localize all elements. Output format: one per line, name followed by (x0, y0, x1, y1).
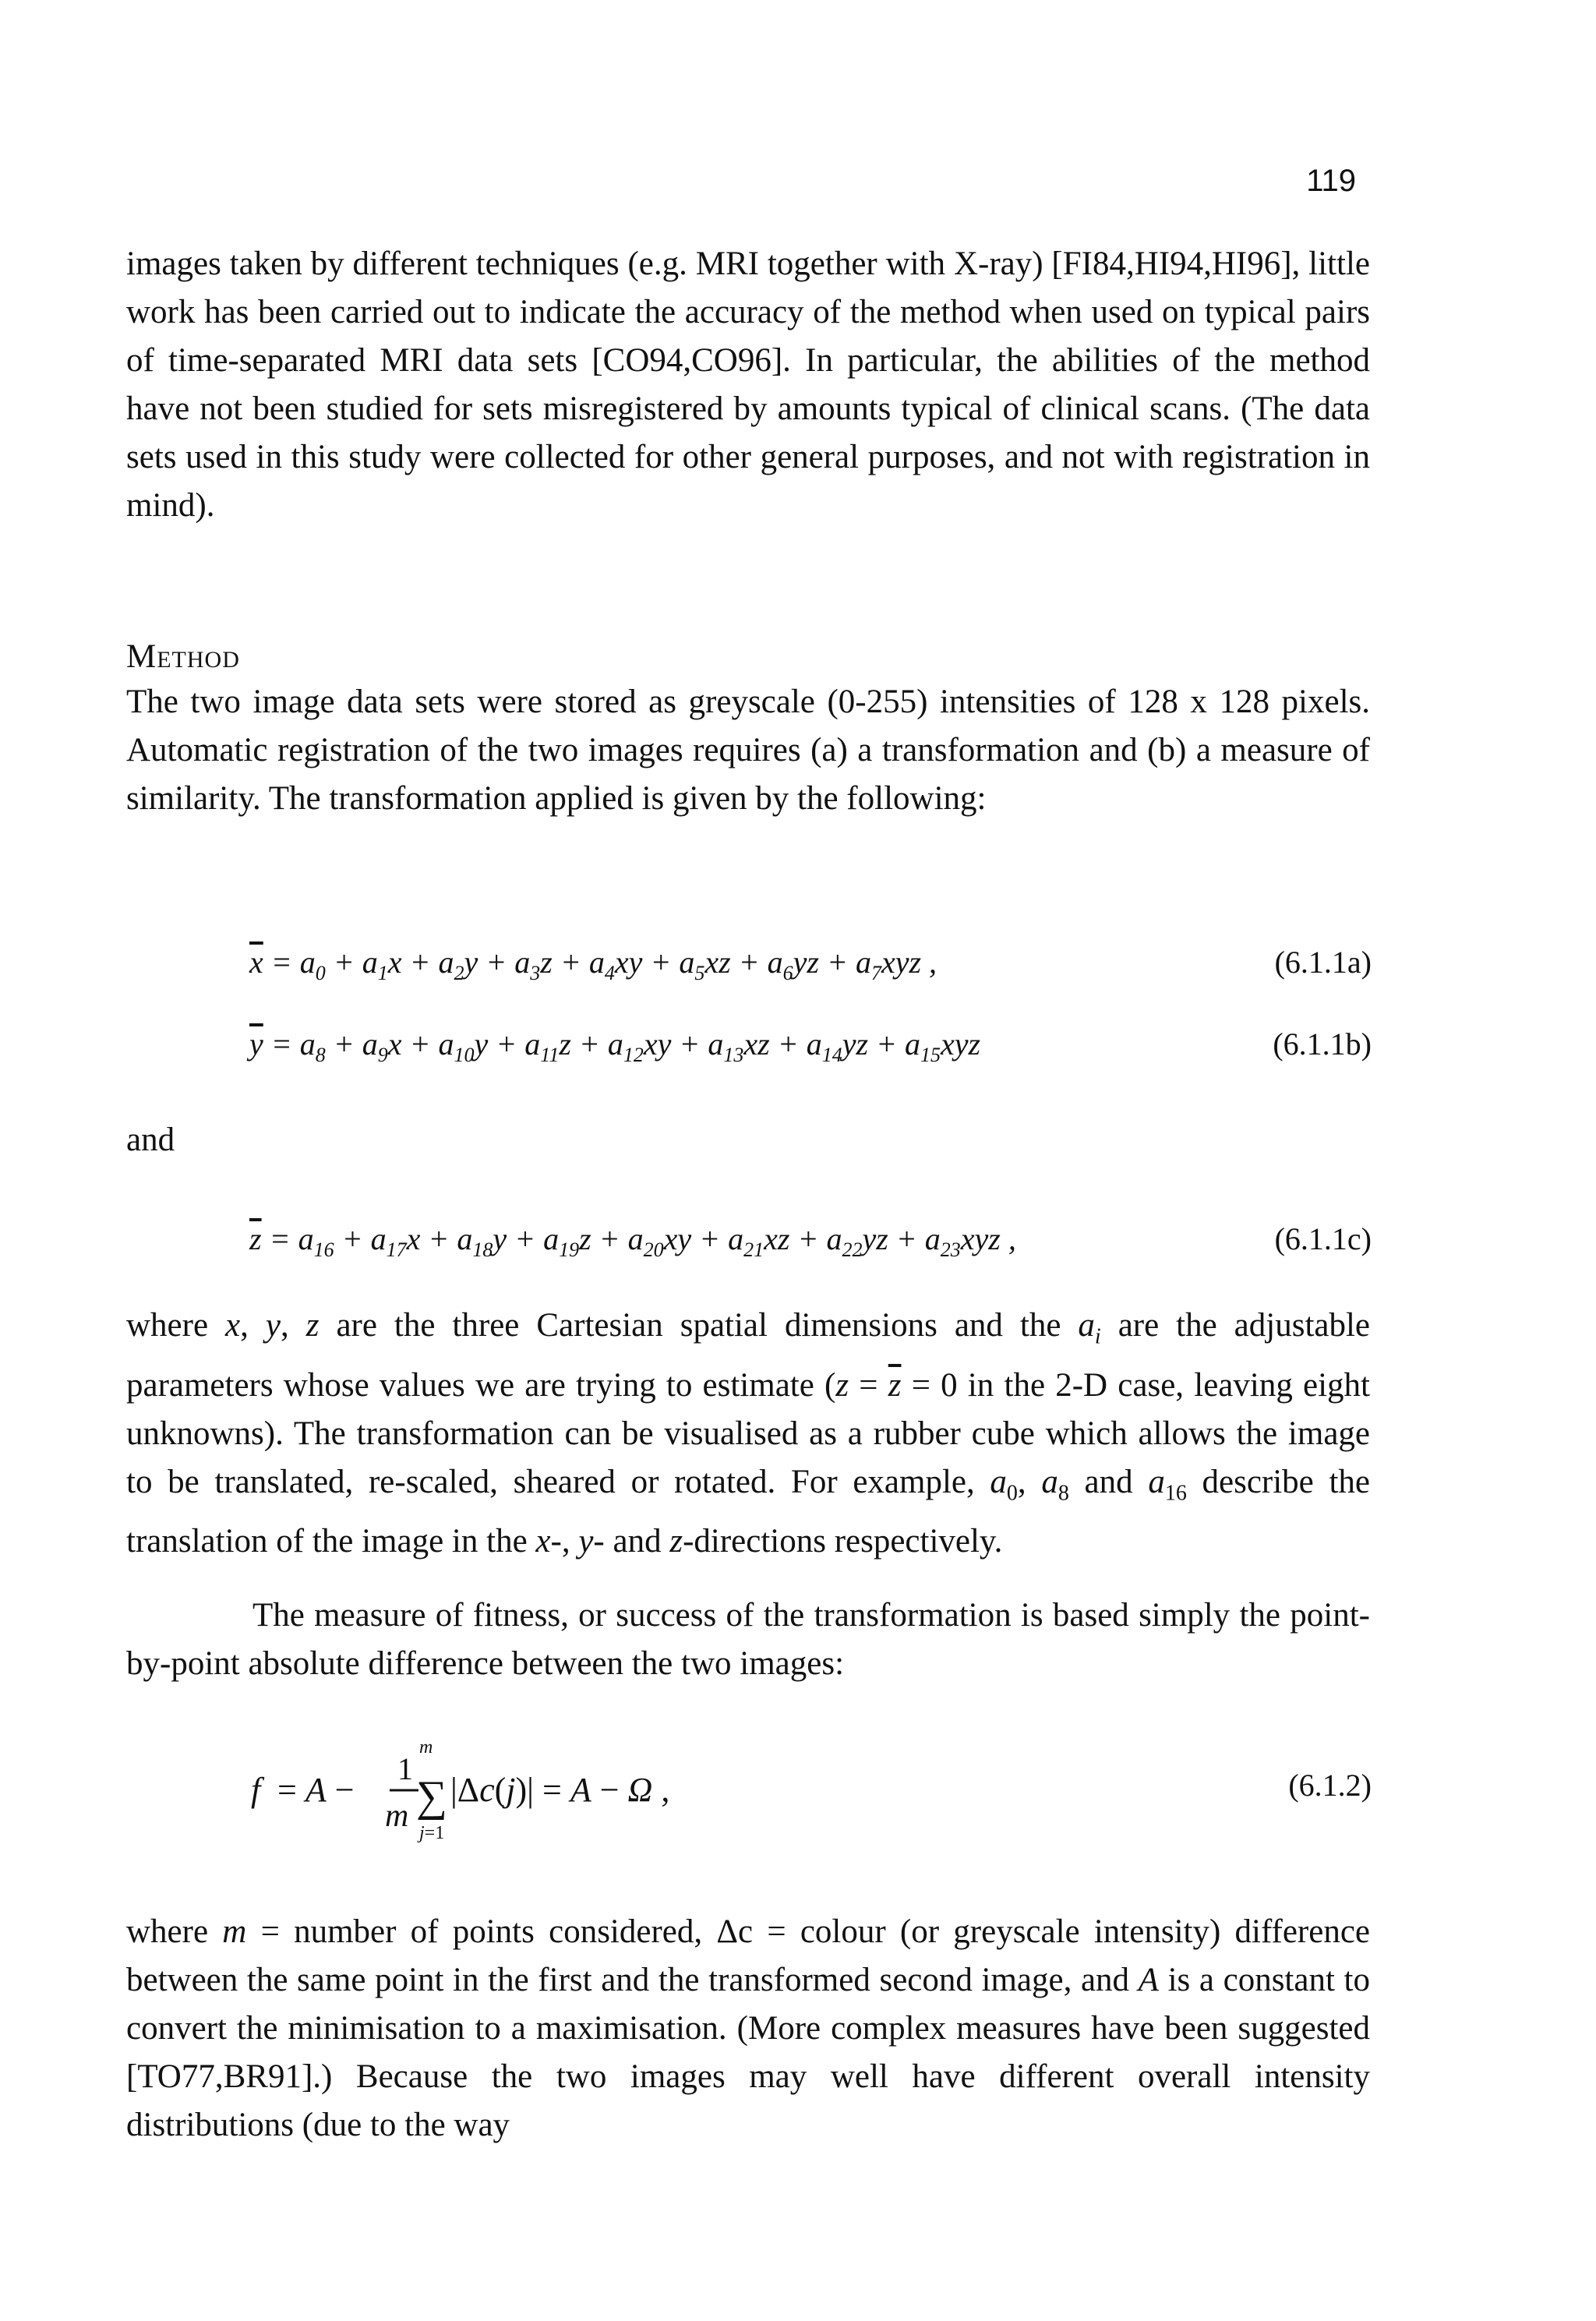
equation-6-1-1c (125, 1212, 1372, 1266)
paragraph-definitions: where m = number of points considered, Δc = colour (or greyscale intensity) difference between the same point in the first and the transformed second image, and A is a constant to convert the minimisation to a maximisation. (More complex measures have been suggested [TO77,BR91].) Because the two images may well have different overall intensity distributions (due to the way (126, 1913, 1370, 2143)
equation-6-1-1a (125, 935, 1372, 990)
paragraph-parameters: where x, y, z are the three Cartesian spatial dimensions and the $a_i$ are the adjustable parameters whose values we are trying to estimate ($z = \overline{z} = 0$ in the 2-D case, leaving eight unknowns). The transformation can be visualised as a rubber cube which allows the image to be translated, re-scaled, sheared or rotated. For example, $a_0$, $a_8$ and $a_{16}$ describe the translation of the image in the x-, y- and z-directions respectively. (126, 1307, 1371, 1560)
equation-6-1-1c-expression: $\overline{z} = a_{16} + a_{17}x + a_{18}y + a_{19}z + a_{20}xy + a_{21}xz + a_{22}yz + a_{23}xyz$ , (249, 1221, 1016, 1261)
equation-6-1-2 (125, 1734, 1372, 1851)
equation-6-1-1b (125, 1017, 1372, 1072)
svg-text:m: m (419, 1737, 433, 1758)
svg-text:f: f (251, 1771, 261, 1809)
equation-number: (6.1.2) (1288, 1768, 1372, 1803)
paragraph-intro: images taken by different techniques (e.g. MRI together with X-ray) [FI84,HI94,HI96], little work has been carried out to indicate the accuracy of the method when used on typical pairs of time-separated MRI data sets [CO94,CO96]. In particular, the abilities of the method have not been studied for sets misregistered by amounts typical of clinical scans. (The data sets used in this study were collected for other general purposes, and not with registration in mind). (126, 246, 1370, 524)
equation-number: (6.1.1b) (1273, 1026, 1372, 1062)
equation-6-1-1b-expression: $\overline{y} = a_8 + a_9x + a_{10}y + a_{11}z + a_{12}xy + a_{13}xz + a_{14}yz + a_{15}xyz$ (249, 1026, 981, 1066)
svg-text:∑: ∑ (416, 1772, 447, 1821)
equation-number: (6.1.1a) (1274, 945, 1372, 980)
paragraph-fitness: The measure of fitness, or success of the transformation is based simply the point-by-point absolute difference between the two images: (126, 1597, 1370, 1682)
svg-text:|Δc(j)| = A − Ω ,: |Δc(j)| = A − Ω , (450, 1771, 670, 1809)
equation-6-1-2-expression (251, 1734, 952, 1851)
paragraph-method: The two image data sets were stored as greyscale (0-255) intensities of 128 x 128 pixels. Automatic registration of the two images requires (a) a transformation and (b) a measure of similarity. The transformation applied is given by the following: (126, 684, 1370, 817)
equation-number: (6.1.1c) (1274, 1221, 1372, 1256)
svg-text:m: m (385, 1798, 409, 1834)
svg-text:j=1: j=1 (419, 1823, 445, 1843)
section-heading-method: Method (126, 638, 240, 675)
page-number: 119 (1306, 164, 1356, 198)
svg-text:1: 1 (397, 1751, 413, 1786)
svg-text:= A −: = A − (277, 1771, 355, 1809)
conjunction-and: and (126, 1122, 175, 1158)
equation-6-1-1a-expression: $\overline{x} = a_0 + a_1x + a_2y + a_3z + a_4xy + a_5xz + a_6yz + a_7xyz$ , (249, 945, 937, 984)
